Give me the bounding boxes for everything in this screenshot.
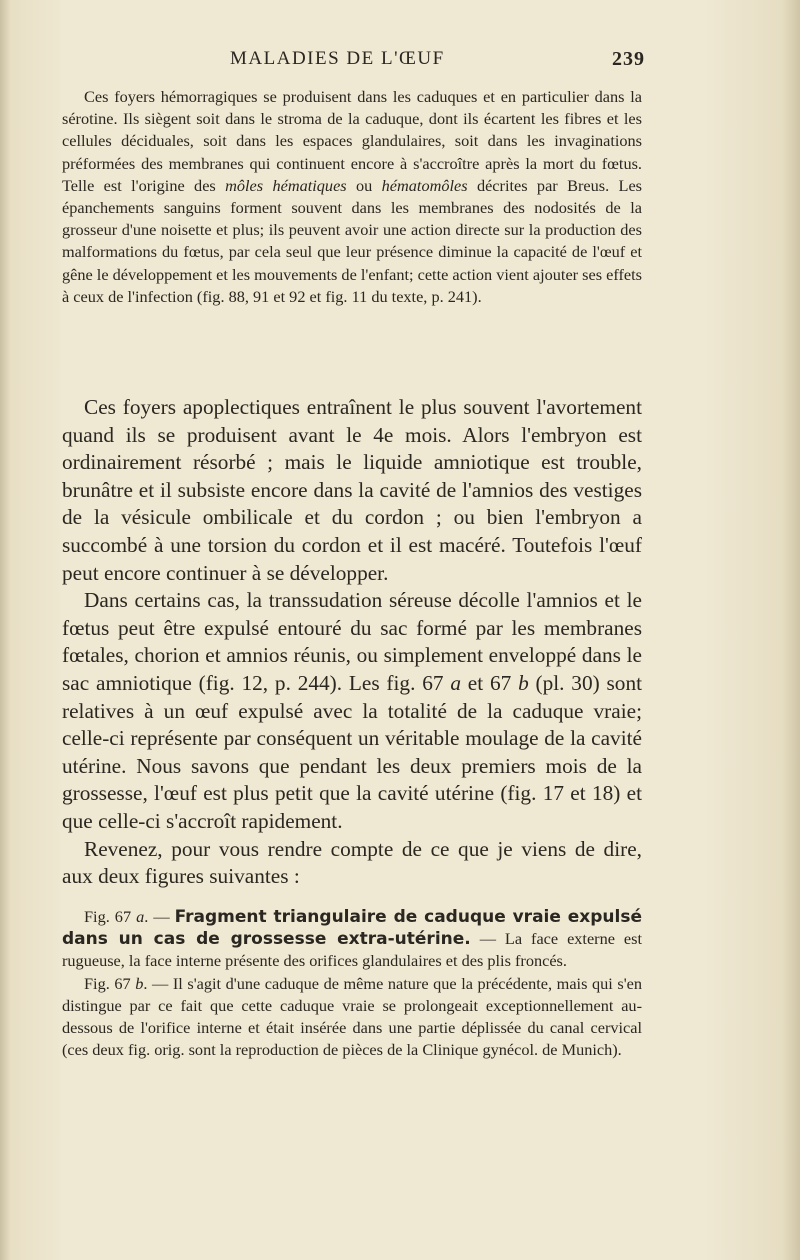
paragraph-text: (pl. 30) sont relatives à un œuf expulsé avec la totalité de la caduque vraie; celle-ci représente par conséquent un véritable moulage de la cavité utérine. Nous savons que pendant les deux premiers mois de la grossesse, l'œuf est plus petit que la cavité utérine (fig. 17 et 18) et que celle-ci s'accroît rapidement. [62, 670, 643, 833]
caption-text: . — Il s'agit d'une caduque de même nature que la précédente, mais qui s'en distingue par ce fait que cette caduque vraie se prolongeait exceptionnellement au-dessous de l'orifice interne et était insérée dans une partie déplissée du canal cervical (ces deux fig. orig. sont la reproduction de pièces de la Clinique gynécol. de Munich). [62, 973, 642, 1060]
page-gutter-shadow [0, 0, 10, 1260]
paragraph [62, 587, 642, 835]
caption-text: — La face externe est rugueuse, la face interne présente des orifices glandulaires et des plis froncés. [62, 929, 642, 971]
caption-dash: . — [144, 907, 175, 926]
running-head [230, 48, 645, 76]
paragraph-text: Ces foyers hémorragiques se produisent dans les caduques et en particulier dans la sérotine. Ils siègent soit dans le stroma de la caduque, dont ils écartent les fibres et les cellules déciduales, soit dans les espaces glandulaires, soit dans les invaginations préformées des membranes qui continuent encore à s'accroître après la mort du fœtus. Telle est l'origine des [62, 87, 642, 195]
italic-letter: a [450, 670, 461, 695]
caption-title: Fragment triangulaire de caduque vraie expulsé dans un cas de grossesse extra-utérine. [62, 907, 642, 950]
paragraph-small-print [62, 86, 642, 308]
page-edge-shadow [782, 0, 800, 1260]
caption-label: Fig. 67 [84, 907, 137, 926]
paragraph-text: décrites par Breus. Les épanchements sanguins forment souvent dans les membranes des nodosités de la grosseur d'une noisette et plus; ils peuvent avoir une action directe sur la production des malformations du fœtus, par cela seul que leur présence diminue la capacité de l'œuf et gêne le développement et les mouvements de l'enfant; cette action vient ajouter ses effets à ceux de l'infection (fig. 88, 91 et 92 et fig. 11 du texte, p. 241). [62, 175, 643, 306]
paragraph: Ces foyers apoplectiques entraînent le plus souvent l'avortement quand ils se produisent avant le 4e mois. Alors l'embryon est ordinairement résorbé ; mais le liquide amniotique est trouble, brunâtre et il subsiste encore dans la cavité de l'amnios des vestiges de la vésicule ombilicale et du cordon ; ou bien l'embryon a succombé à une torsion du cordon et il est macéré. Toutefois l'œuf peut encore continuer à se développer. [62, 395, 642, 585]
figure-caption-67b [62, 973, 642, 1062]
italic-letter: b [518, 670, 529, 695]
main-text-block [62, 394, 642, 891]
figure-captions [62, 906, 642, 1061]
page-number: 239 [612, 48, 645, 70]
figure-caption-67a [62, 906, 642, 973]
paragraph: Revenez, pour vous rendre compte de ce que je viens de dire, aux deux figures suivantes : [62, 836, 642, 889]
caption-label: Fig. 67 [84, 973, 136, 993]
caption-label-letter: a [136, 907, 145, 926]
italic-term: môles hématiques [225, 175, 347, 195]
caption-label-letter: b [135, 973, 144, 993]
paragraph-text: ou [346, 175, 382, 195]
running-head-title: MALADIES DE L'ŒUF [230, 48, 445, 69]
italic-term: hématomôles [381, 175, 468, 195]
paragraph-text: Dans certains cas, la transsudation séreuse décolle l'amnios et le fœtus peut être expulsé entouré du sac formé par les membranes fœtales, chorion et amnios réunis, ou simplement enveloppé dans le sac amniotique (fig. 12, p. 244). Les fig. 67 [62, 588, 642, 695]
paragraph-text: et 67 [460, 670, 519, 695]
